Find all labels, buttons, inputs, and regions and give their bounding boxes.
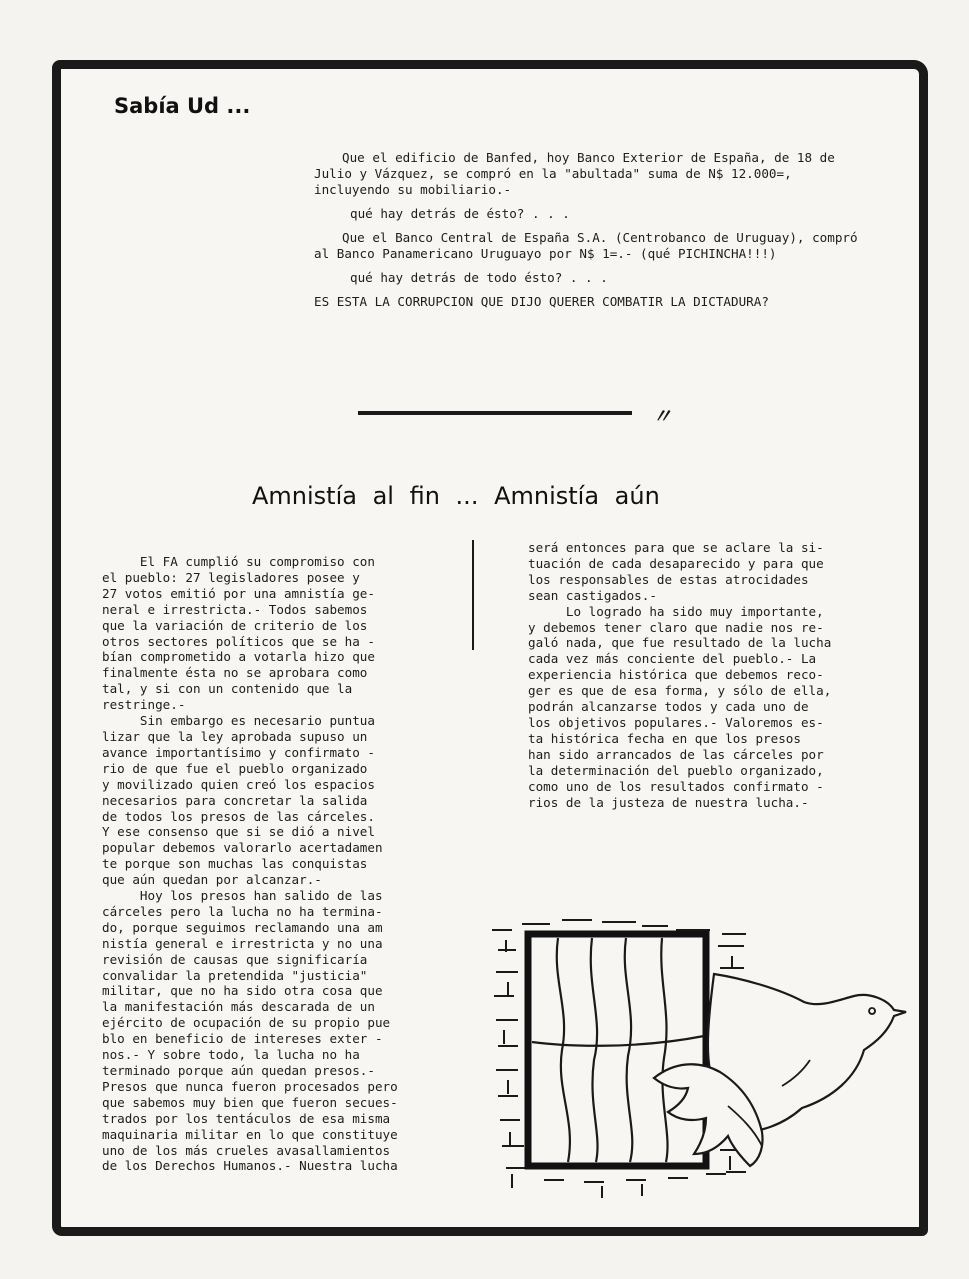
- dove-escaping-prison-window-icon: [492, 910, 912, 1200]
- article-paragraph: Lo logrado ha sido muy importante, y debemos tener claro que nadie nos re- galó nada, que fue resultado de la lucha cada vez más conciente del pueblo.- La experiencia histórica que debemos reco- ger es que de esa forma, y sólo de ella, podrán alcanzarse todos y cada uno de los objetivos populares.- Valoremos es- ta histórica fecha en que los presos han sido arrancados de las cárceles por la determinación del pueblo organizado, como uno de los resultados confirmato - rios de la justeza de nuestra lucha.-: [528, 603, 832, 810]
- article-title: Amnistía al fin ... Amnistía aún: [252, 482, 660, 510]
- sabia-paragraph: Que el Banco Central de España S.A. (Centrobanco de Uruguay), compró al Banco Panamericano Uruguayo por N$ 1=.- (qué PICHINCHA!!!): [314, 230, 866, 261]
- sabia-question: qué hay detrás de todo ésto? . . .: [350, 270, 608, 285]
- article-paragraph: El FA cumplió su compromiso con el pueblo: 27 legisladores posee y 27 votos emitió por una amnistía ge- neral e irrestricta.- Todos sabemos que la variación de criterio de los otros sectores políticos que se ha - bían comprometido a votarla hizo que finalmente ésta no se aprobara como tal, y si con un contenido que la restringe.-: [102, 554, 375, 713]
- sabia-paragraph: Que el edificio de Banfed, hoy Banco Exterior de España, de 18 de Julio y Vázquez, se compró en la "abultada" suma de N$ 12.000=, incluyendo su mobiliario.-: [314, 150, 843, 197]
- article-paragraph: Hoy los presos han salido de las cárceles pero la lucha no ha termina- do, porque seguimos reclamando una am nistía general e irrestricta y no una revisión de causas que significaría convalidar la pretendida "justicia" militar, que no ha sido otra cosa que la manifestación más descarada de un ejército de ocupación de su propio pue blo en beneficio de intereses exter - nos.- Y sobre todo, la lucha no ha terminado porque aún quedan presos.- Presos que nunca fueron procesados pero que sabemos muy bien que fueron secues- trados por los tentáculos de esa misma maquinaria militar en lo que constituye uno de los más crueles avasallamientos de los Derechos Humanos.- Nuestra lucha: [102, 888, 398, 1174]
- section-divider: [358, 411, 632, 415]
- article-left-column: [102, 554, 462, 1174]
- article-right-column: [528, 540, 890, 810]
- column-rule: [472, 540, 474, 650]
- sabia-text-block: [314, 150, 866, 318]
- article-paragraph: Sin embargo es necesario puntua lizar que la ley aprobada supuso un avance importantísimo y confirmato - rio de que fue el pueblo organizado y movilizado quien creó los espacios necesarios para concretar la salida de todos los presos de las cárceles. Y ese consenso que si se dió a nivel popular debemos valorarlo acertadamen te porque son muchas las conquistas que aún quedan por alcanzar.-: [102, 713, 383, 888]
- divider-mark-icon: 〃: [652, 404, 672, 428]
- sabia-heading: Sabía Ud ...: [114, 94, 251, 118]
- sabia-closing-question: ES ESTA LA CORRUPCION QUE DIJO QUERER COMBATIR LA DICTADURA?: [314, 294, 769, 309]
- article-paragraph: será entonces para que se aclare la si- tuación de cada desaparecido y para que los responsables de estas atrocidades sean castigados.-: [528, 540, 824, 603]
- sabia-question: qué hay detrás de ésto? . . .: [350, 206, 570, 221]
